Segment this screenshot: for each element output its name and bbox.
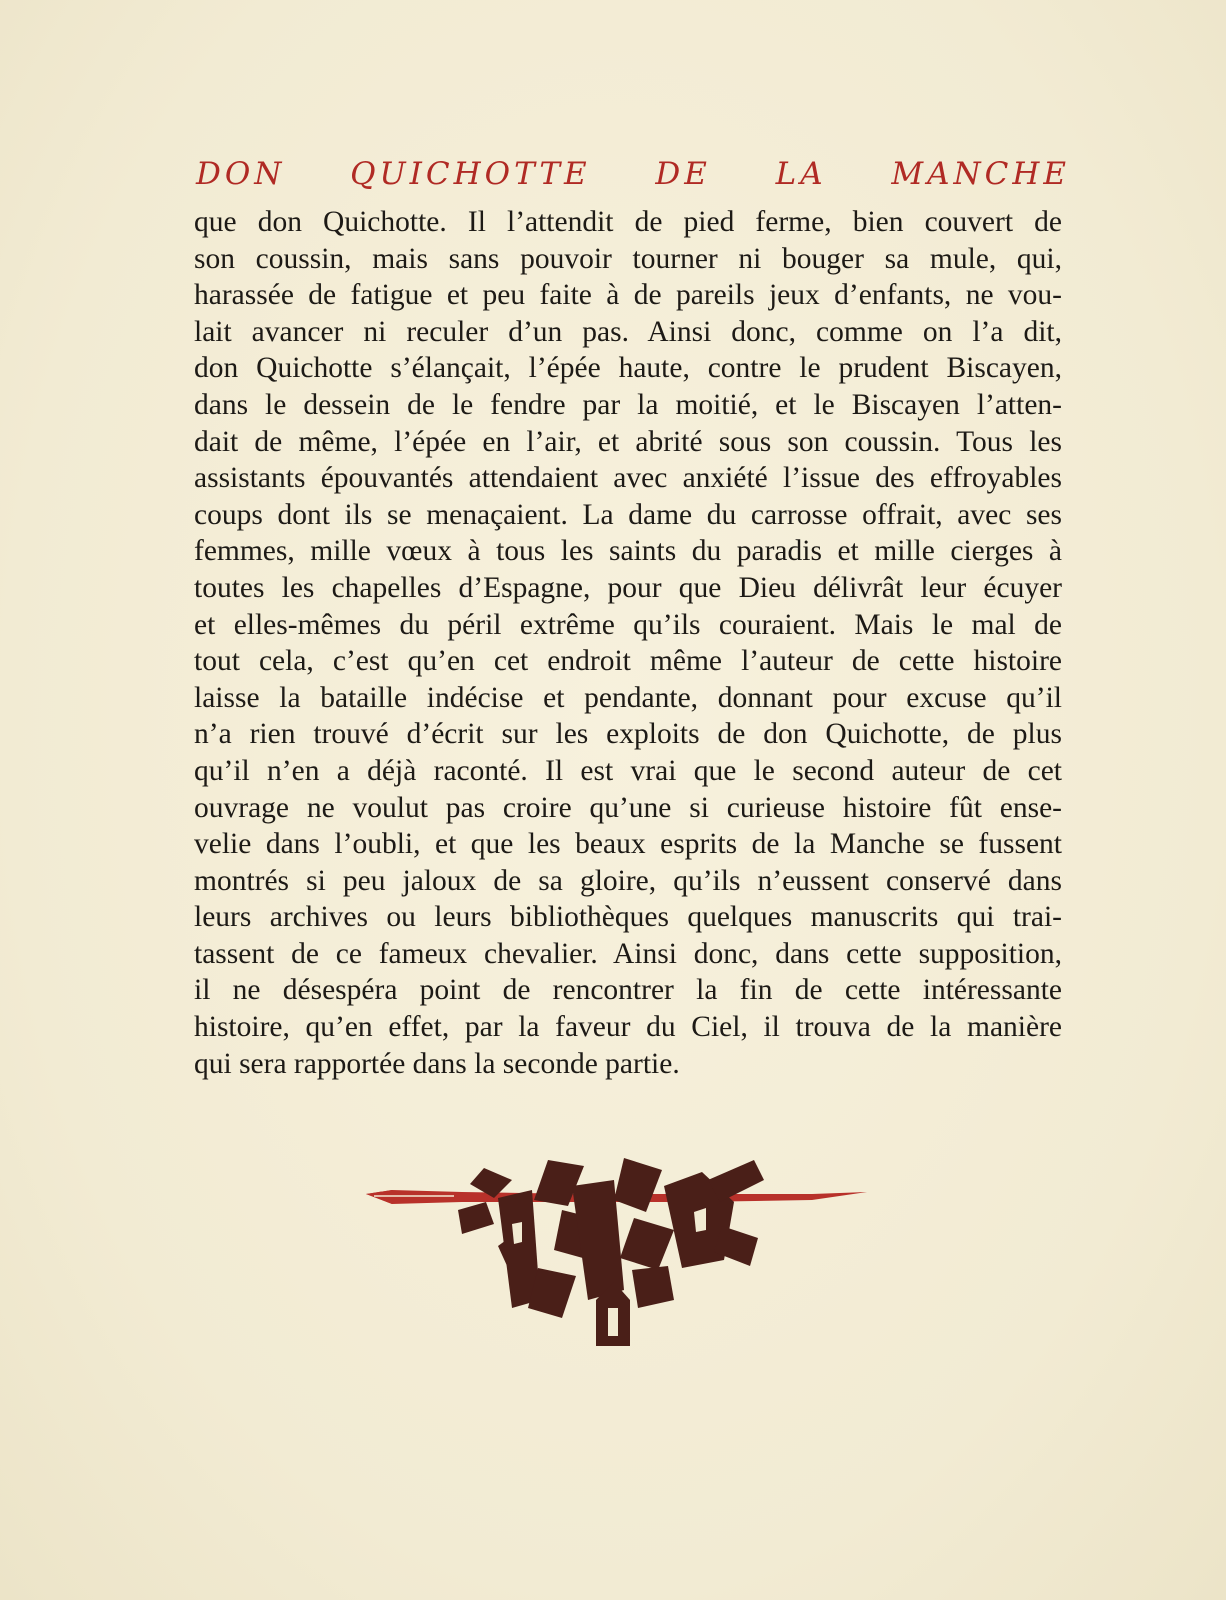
text-line: laisse la bataille indécise et pendante, donnant pour excuse qu’il [194, 681, 1062, 714]
text-line: coups dont ils se menaçaient. La dame du carrosse offrait, avec ses [194, 498, 1062, 531]
text-line: lait avancer ni reculer d’un pas. Ainsi donc, comme on l’a dit, [194, 315, 1062, 348]
running-head: DON QUICHOTTE DE LA MANCHE [196, 156, 1070, 192]
text-line: tout cela, c’est qu’en cet endroit même l’auteur de cette histoire [194, 645, 1062, 678]
text-line: dans le dessein de le fendre par la moitié, et le Biscayen l’atten- [194, 388, 1062, 421]
text-line: assistants épouvantés attendaient avec anxiété l’issue des effroyables [194, 462, 1062, 495]
text-line: qui sera rapportée dans la seconde partie. [194, 1047, 680, 1080]
text-line: que don Quichotte. Il l’attendit de pied ferme, bien couvert de [194, 206, 1062, 238]
text-line: n’a rien trouvé d’écrit sur les exploits de don Quichotte, de plus [194, 718, 1062, 751]
text-line: et elles-mêmes du péril extrême qu’ils couraient. Mais le mal de [194, 608, 1062, 641]
text-line: son coussin, mais sans pouvoir tourner ni bouger sa mule, qui, [194, 242, 1062, 275]
text-line: montrés si peu jaloux de sa gloire, qu’ils n’eussent conservé dans [194, 864, 1062, 897]
text-line: tassent de ce fameux chevalier. Ainsi donc, dans cette supposition, [194, 937, 1062, 970]
text-line: toutes les chapelles d’Espagne, pour que Dieu délivrât leur écuyer [194, 571, 1062, 604]
text-line: histoire, qu’en effet, par la faveur du Ciel, il trouva de la manière [194, 1011, 1062, 1044]
text-line: harassée de fatigue et peu faite à de pareils jeux d’enfants, ne vou- [194, 279, 1062, 312]
text-line: velie dans l’oubli, et que les beaux esprits de la Manche se fussent [194, 828, 1062, 861]
body-text [194, 204, 1062, 1082]
text-line: il ne désespéra point de rencontrer la fin de cette intéressante [194, 974, 1062, 1007]
windmill-cluster-icon [458, 1158, 764, 1346]
text-line: ouvrage ne voulut pas croire qu’une si curieuse histoire fût ense- [194, 791, 1062, 824]
windmill-and-lance-ornament-icon [362, 1150, 874, 1355]
text-line: qu’il n’en a déjà raconté. Il est vrai que le second auteur de cet [194, 754, 1062, 787]
text-line: femmes, mille vœux à tous les saints du paradis et mille cierges à [194, 535, 1062, 568]
text-line: leurs archives ou leurs bibliothèques quelques manuscrits qui trai- [194, 901, 1062, 934]
text-line: don Quichotte s’élançait, l’épée haute, contre le prudent Biscayen, [194, 352, 1062, 385]
text-line: dait de même, l’épée en l’air, et abrité sous son coussin. Tous les [194, 425, 1062, 458]
